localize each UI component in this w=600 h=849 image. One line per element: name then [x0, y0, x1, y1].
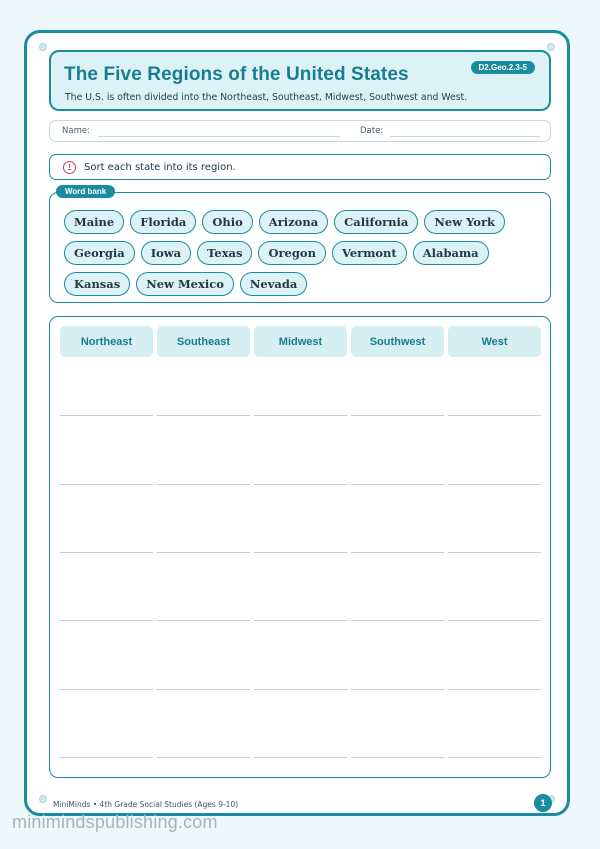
corner-dot [547, 43, 555, 51]
word-chip[interactable]: California [334, 210, 418, 234]
answer-line[interactable] [351, 552, 444, 553]
region-column [157, 326, 250, 357]
region-sort-table [49, 316, 551, 778]
answer-line[interactable] [254, 620, 347, 621]
word-chip[interactable]: Kansas [64, 272, 130, 296]
word-chip[interactable]: Texas [197, 241, 252, 265]
answer-line[interactable] [157, 757, 250, 758]
answer-line[interactable] [254, 415, 347, 416]
word-chip[interactable]: Ohio [202, 210, 252, 234]
word-chip[interactable]: Oregon [258, 241, 325, 265]
answer-line[interactable] [60, 757, 153, 758]
region-column [351, 326, 444, 357]
compass-icon [63, 161, 76, 174]
page-title: The Five Regions of the United States [64, 64, 409, 85]
answer-line[interactable] [351, 689, 444, 690]
word-bank-label: Word bank [56, 185, 115, 198]
title-panel [49, 50, 551, 111]
answer-line[interactable] [60, 552, 153, 553]
date-label: Date: [360, 126, 384, 136]
instruction-bar [49, 154, 551, 180]
publisher-watermark: minimindspublishing.com [12, 812, 218, 832]
page-subtitle: The U.S. is often divided into the Northeast, Southeast, Midwest, Southwest and West. [65, 92, 468, 103]
region-column-header: Northeast [60, 326, 153, 357]
word-chip[interactable]: Maine [64, 210, 124, 234]
answer-line[interactable] [448, 415, 541, 416]
region-column [448, 326, 541, 357]
word-chip[interactable]: Nevada [240, 272, 307, 296]
answer-line[interactable] [448, 689, 541, 690]
answer-line[interactable] [448, 757, 541, 758]
corner-dot [39, 795, 47, 803]
name-field[interactable] [98, 136, 340, 137]
word-bank [49, 187, 551, 303]
region-column-header: Southeast [157, 326, 250, 357]
answer-line[interactable] [157, 415, 250, 416]
answer-line[interactable] [351, 484, 444, 485]
answer-line[interactable] [254, 689, 347, 690]
word-chip[interactable]: Vermont [332, 241, 407, 265]
standard-code-badge: D2.Geo.2.3-5 [471, 61, 535, 74]
region-column [60, 326, 153, 357]
region-column-header: Midwest [254, 326, 347, 357]
word-chip[interactable]: Florida [130, 210, 196, 234]
answer-line[interactable] [254, 484, 347, 485]
corner-dot [39, 43, 47, 51]
word-chip[interactable]: New Mexico [136, 272, 234, 296]
answer-line[interactable] [448, 484, 541, 485]
page-number-badge: 1 [534, 794, 552, 812]
word-chip[interactable]: Arizona [259, 210, 328, 234]
answer-line[interactable] [157, 620, 250, 621]
answer-line[interactable] [351, 757, 444, 758]
answer-line[interactable] [254, 552, 347, 553]
answer-line[interactable] [60, 415, 153, 416]
word-chip[interactable]: Georgia [64, 241, 135, 265]
answer-line[interactable] [157, 689, 250, 690]
region-column-header: West [448, 326, 541, 357]
name-date-bar [49, 120, 551, 142]
answer-line[interactable] [157, 484, 250, 485]
answer-line[interactable] [351, 620, 444, 621]
answer-line[interactable] [448, 552, 541, 553]
region-column-header: Southwest [351, 326, 444, 357]
date-field[interactable] [390, 136, 540, 137]
footer-text: MiniMinds • 4th Grade Social Studies (Ages 9-10) [53, 800, 239, 809]
answer-line[interactable] [254, 757, 347, 758]
answer-line[interactable] [60, 484, 153, 485]
word-bank-chips [64, 210, 544, 296]
worksheet-page [24, 30, 570, 816]
name-label: Name: [62, 126, 90, 136]
answer-line[interactable] [448, 620, 541, 621]
answer-line[interactable] [351, 415, 444, 416]
word-chip[interactable]: New York [424, 210, 505, 234]
answer-line[interactable] [60, 620, 153, 621]
answer-line[interactable] [157, 552, 250, 553]
answer-line[interactable] [60, 689, 153, 690]
region-column [254, 326, 347, 357]
word-chip[interactable]: Alabama [413, 241, 489, 265]
instruction-text: Sort each state into its region. [84, 162, 236, 173]
word-chip[interactable]: Iowa [141, 241, 191, 265]
